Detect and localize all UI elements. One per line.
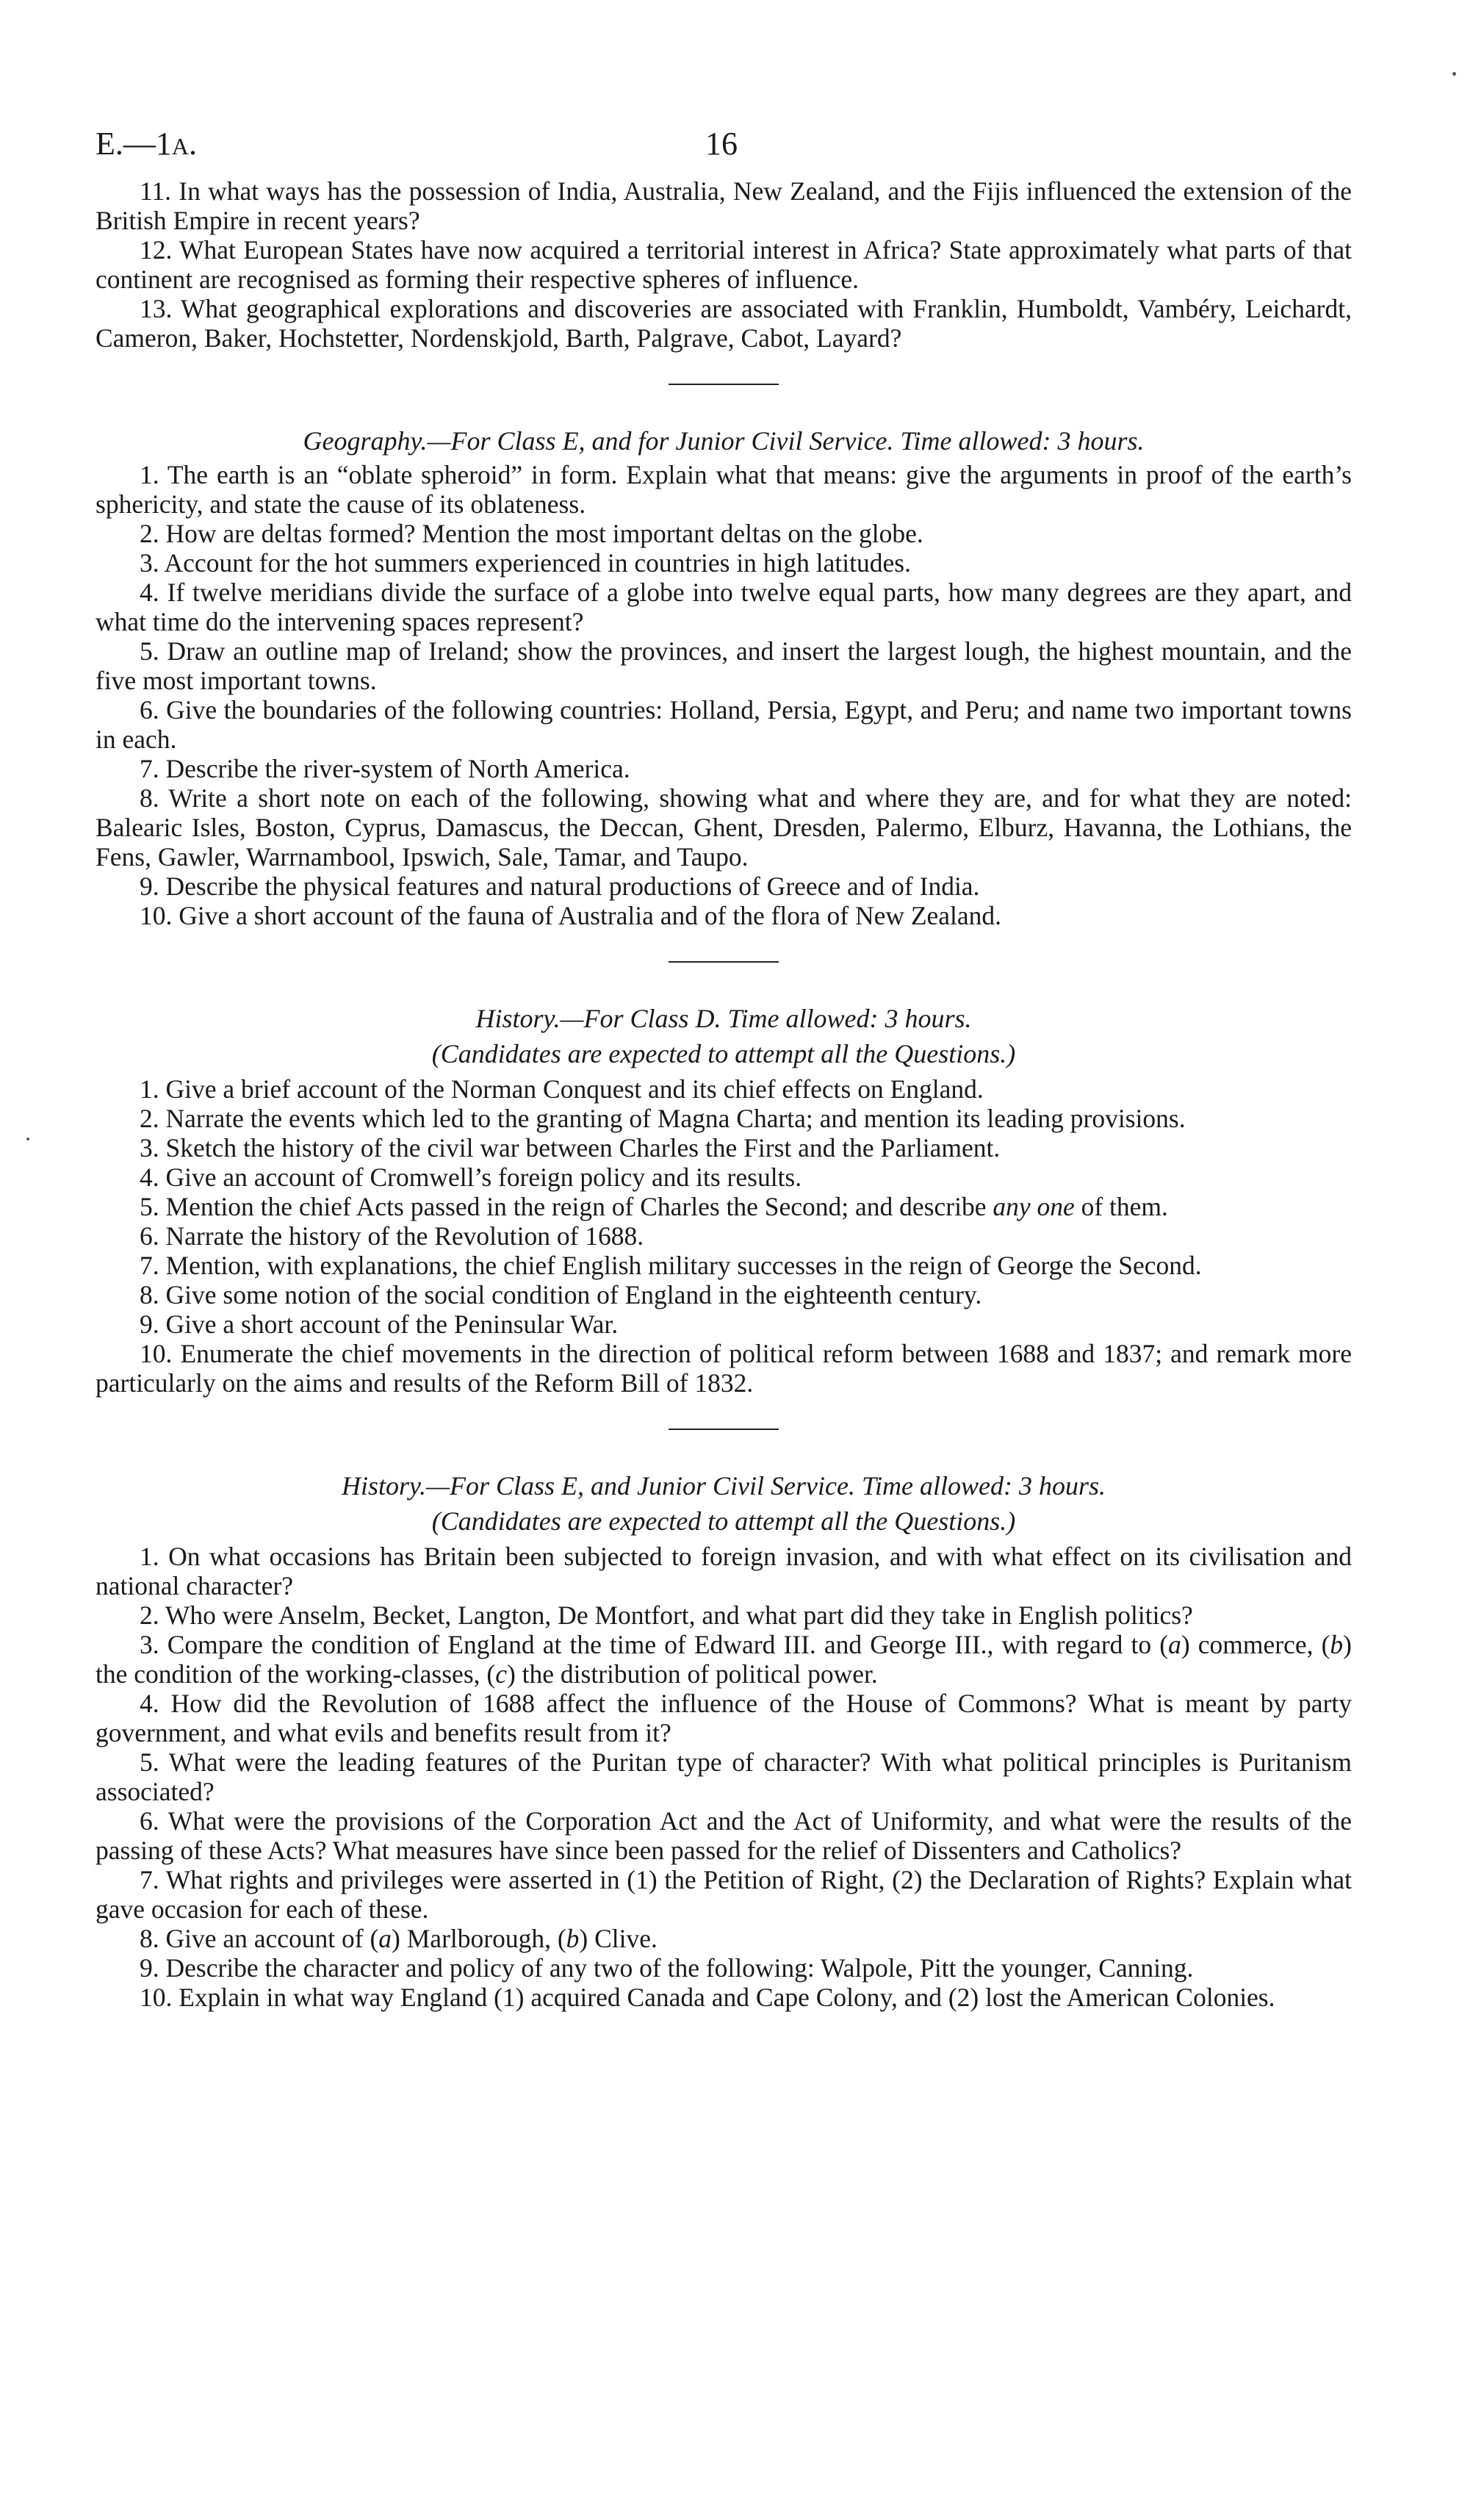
question-item: 3. Sketch the history of the civil war between Charles the First and the Parliament.	[140, 1133, 1001, 1163]
question-item: 2. Narrate the events which led to the granting of Magna Charta; and mention its leading provisions.	[140, 1104, 1186, 1133]
question-item: 6. Give the boundaries of the following countries: Holland, Persia, Egypt, and Peru; and name two important towns in each.	[96, 695, 1352, 754]
speck-mark	[26, 1138, 29, 1140]
question-item	[96, 1630, 1352, 1689]
history-class-e-section	[96, 1470, 1352, 2012]
question-item: 5. Draw an outline map of Ireland; show the provinces, and insert the largest lough, the highest mountain, and the five most important towns.	[96, 636, 1352, 695]
question-item: 9. Give a short account of the Peninsular War.	[140, 1309, 619, 1339]
question-item: 12. What European States have now acquired a territorial interest in Africa? State approximately what parts of that continent are recognised as forming their respective spheres of influence.	[96, 235, 1352, 294]
section-title: History.—For Class D. Time allowed: 3 hours.	[475, 1004, 972, 1033]
section-title: History.—For Class E, and Junior Civil Service. Time allowed: 3 hours.	[342, 1471, 1106, 1501]
running-head	[96, 125, 1352, 176]
reference-dot: .	[189, 126, 197, 162]
section-instructions: (Candidates are expected to attempt all the Questions.)	[431, 1506, 1016, 1536]
question-text: ) Clive.	[579, 1924, 658, 1953]
document-reference	[96, 125, 197, 162]
question-item	[96, 1192, 1352, 1221]
question-item: 13. What geographical explorations and discoveries are associated with Franklin, Humboldt, Vambéry, Leichardt, Cameron, Baker, Hochstetter, Nordenskjold, Barth, Palgrave, Cabot, Layard?	[96, 294, 1352, 353]
question-item: 4. How did the Revolution of 1688 affect the influence of the House of Commons? What is meant by party government, and what evils and benefits result from it?	[96, 1689, 1352, 1747]
question-emphasis: b	[566, 1924, 580, 1953]
question-emphasis: any one	[993, 1192, 1075, 1221]
reference-main: E.—1	[96, 126, 172, 162]
question-item: 4. Give an account of Cromwell’s foreign policy and its results.	[140, 1163, 802, 1192]
question-item: 11. In what ways has the possession of India, Australia, New Zealand, and the Fijis influenced the extension of the British Empire in recent years?	[96, 176, 1352, 235]
question-item: 7. What rights and privileges were asserted in (1) the Petition of Right, (2) the Declaration of Rights? Explain what gave occasion for each of these.	[96, 1865, 1352, 1924]
section-divider	[669, 384, 779, 385]
question-item: 5. What were the leading features of the Puritan type of character? With what political principles is Puritanism associated?	[96, 1747, 1352, 1806]
section-instructions: (Candidates are expected to attempt all the Questions.)	[431, 1039, 1016, 1068]
page-number: 16	[705, 126, 738, 162]
question-text: ) Marlborough, (	[392, 1924, 566, 1953]
section-divider	[669, 1429, 779, 1430]
history-class-d-section	[96, 1002, 1352, 1398]
question-item: 8. Give some notion of the social condition of England in the eighteenth century.	[140, 1280, 982, 1309]
question-text: ) the condition of the working-classes, (	[96, 1630, 1352, 1689]
question-text: of them.	[1074, 1192, 1168, 1221]
question-text: ) the distribution of political power.	[506, 1659, 878, 1689]
question-item: 9. Describe the character and policy of any two of the following: Walpole, Pitt the younger, Canning.	[140, 1953, 1194, 1983]
section-divider	[669, 961, 779, 963]
question-item: 6. What were the provisions of the Corporation Act and the Act of Uniformity, and what were the results of the passing of these Acts? What measures have since been passed for the relief of Dissenters and Catholics?	[96, 1806, 1352, 1865]
question-item: 9. Describe the physical features and natural productions of Greece and of India.	[140, 872, 980, 901]
question-item: 2. Who were Anselm, Becket, Langton, De Montfort, and what part did they take in English politics?	[140, 1600, 1193, 1630]
question-item: 1. Give a brief account of the Norman Conquest and its chief effects on England.	[140, 1074, 984, 1104]
question-item: 10. Give a short account of the fauna of Australia and of the flora of New Zealand.	[140, 901, 1002, 930]
question-text: 8. Give an account of (	[140, 1924, 379, 1953]
question-emphasis: c	[495, 1659, 507, 1689]
question-item: 4. If twelve meridians divide the surface of a globe into twelve equal parts, how many degrees are they apart, and what time do the intervening spaces represent?	[96, 578, 1352, 636]
question-item	[96, 1924, 1352, 1953]
question-item: 10. Explain in what way England (1) acquired Canada and Cape Colony, and (2) lost the American Colonies.	[140, 1983, 1275, 2012]
question-item: 2. How are deltas formed? Mention the most important deltas on the globe.	[140, 519, 923, 548]
question-text: ) commerce, (	[1181, 1630, 1330, 1659]
continued-questions	[96, 176, 1352, 353]
question-item: 3. Account for the hot summers experienced in countries in high latitudes.	[140, 548, 911, 578]
question-item: 8. Write a short note on each of the following, showing what and where they are, and for what they are noted: Balearic Isles, Boston, Cyprus, Damascus, the Deccan, Ghent, Dresden, Palermo, Elburz, Havanna, the Lothians, the Fens, Gawler, Warrnambool, Ipswich, Sale, Tamar, and Taupo.	[96, 783, 1352, 872]
question-item: 1. The earth is an “oblate spheroid” in form. Explain what that means: give the arguments in proof of the earth’s sphericity, and state the cause of its oblateness.	[96, 460, 1352, 519]
question-text: 5. Mention the chief Acts passed in the reign of Charles the Second; and describe	[140, 1192, 993, 1221]
reference-suffix: A	[171, 133, 189, 159]
geography-section	[96, 425, 1352, 930]
question-item: 7. Mention, with explanations, the chief English military successes in the reign of George the Second.	[140, 1251, 1202, 1280]
speck-mark	[1452, 72, 1456, 76]
document-page	[96, 125, 1352, 2012]
question-emphasis: a	[378, 1924, 392, 1953]
section-title: Geography.—For Class E, and for Junior Civil Service. Time allowed: 3 hours.	[303, 426, 1145, 456]
question-item: 6. Narrate the history of the Revolution of 1688.	[140, 1221, 644, 1251]
question-item: 10. Enumerate the chief movements in the direction of political reform between 1688 and 1837; and remark more particularly on the aims and results of the Reform Bill of 1832.	[96, 1339, 1352, 1398]
question-emphasis: b	[1330, 1630, 1344, 1659]
question-emphasis: a	[1168, 1630, 1181, 1659]
question-item: 1. On what occasions has Britain been subjected to foreign invasion, and with what effect on its civilisation and national character?	[96, 1542, 1352, 1600]
question-text: 3. Compare the condition of England at the time of Edward III. and George III., with regard to (	[140, 1630, 1169, 1659]
question-item: 7. Describe the river-system of North America.	[140, 754, 630, 783]
